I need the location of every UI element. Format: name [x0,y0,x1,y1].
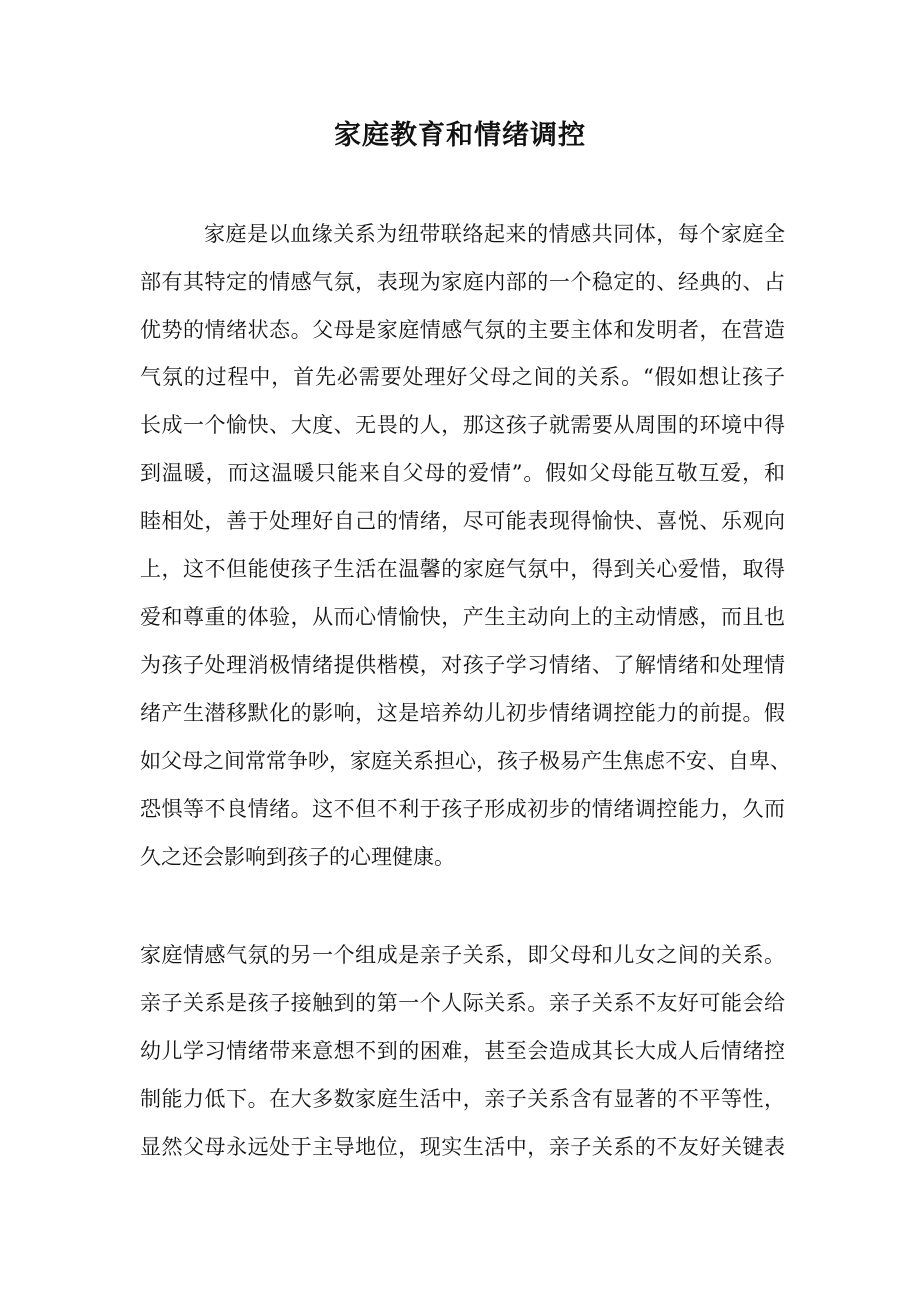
paragraph-line: 到温暖，而这温暖只能来自父母的爱情”。假如父母能互敬互爱，和 [140,461,785,485]
document-title: 家庭教育和情绪调控 [334,120,586,151]
paragraph-line: 家庭情感气氛的另一个组成是亲子关系，即父母和儿女之间的关系。 [140,943,785,967]
paragraph-line: 部有其特定的情感气氛，表现为家庭内部的一个稳定的、经典的、占 [140,270,785,294]
paragraph-line: 如父母之间常常争吵，家庭关系担心，孩子极易产生焦虑不安、自卑、 [140,749,791,773]
paragraph-line: 恐惧等不良情绪。这不但不利于孩子形成初步的情绪调控能力，久而 [140,797,785,821]
paragraph-line: 制能力低下。在大多数家庭生活中，亲子关系含有显著的不平等性， [140,1087,785,1111]
paragraph-line: 爱和尊重的体验，从而心情愉快，产生主动向上的主动情感，而且也 [140,605,785,629]
paragraph-line: 上，这不但能使孩子生活在温馨的家庭气氛中，得到关心爱惜，取得 [140,557,785,581]
paragraph-line: 气氛的过程中，首先必需要处理好父母之间的关系。“假如想让孩子 [140,365,785,389]
paragraph-line: 幼儿学习情绪带来意想不到的困难，甚至会造成其长大成人后情绪控 [140,1039,785,1063]
paragraph-line: 亲子关系是孩子接触到的第一个人际关系。亲子关系不友好可能会给 [140,991,785,1015]
paragraph-line: 家庭是以血缘关系为纽带联络起来的情感共同体，每个家庭全 [204,222,785,246]
paragraph-line: 久之还会影响到孩子的心理健康。 [140,845,455,869]
paragraph-line: 睦相处，善于处理好自己的情绪，尽可能表现得愉快、喜悦、乐观向 [140,509,785,533]
paragraph-line: 长成一个愉快、大度、无畏的人，那这孩子就需要从周围的环境中得 [140,413,785,437]
paragraph-line: 优势的情绪状态。父母是家庭情感气氛的主要主体和发明者，在营造 [140,318,785,342]
paragraph-line: 为孩子处理消极情绪提供楷模，对孩子学习情绪、了解情绪和处理情 [140,653,785,677]
paragraph-line: 绪产生潜移默化的影响，这是培养幼儿初步情绪调控能力的前提。假 [140,701,785,725]
paragraph-line: 显然父母永远处于主导地位，现实生活中，亲子关系的不友好关键表 [140,1135,785,1159]
